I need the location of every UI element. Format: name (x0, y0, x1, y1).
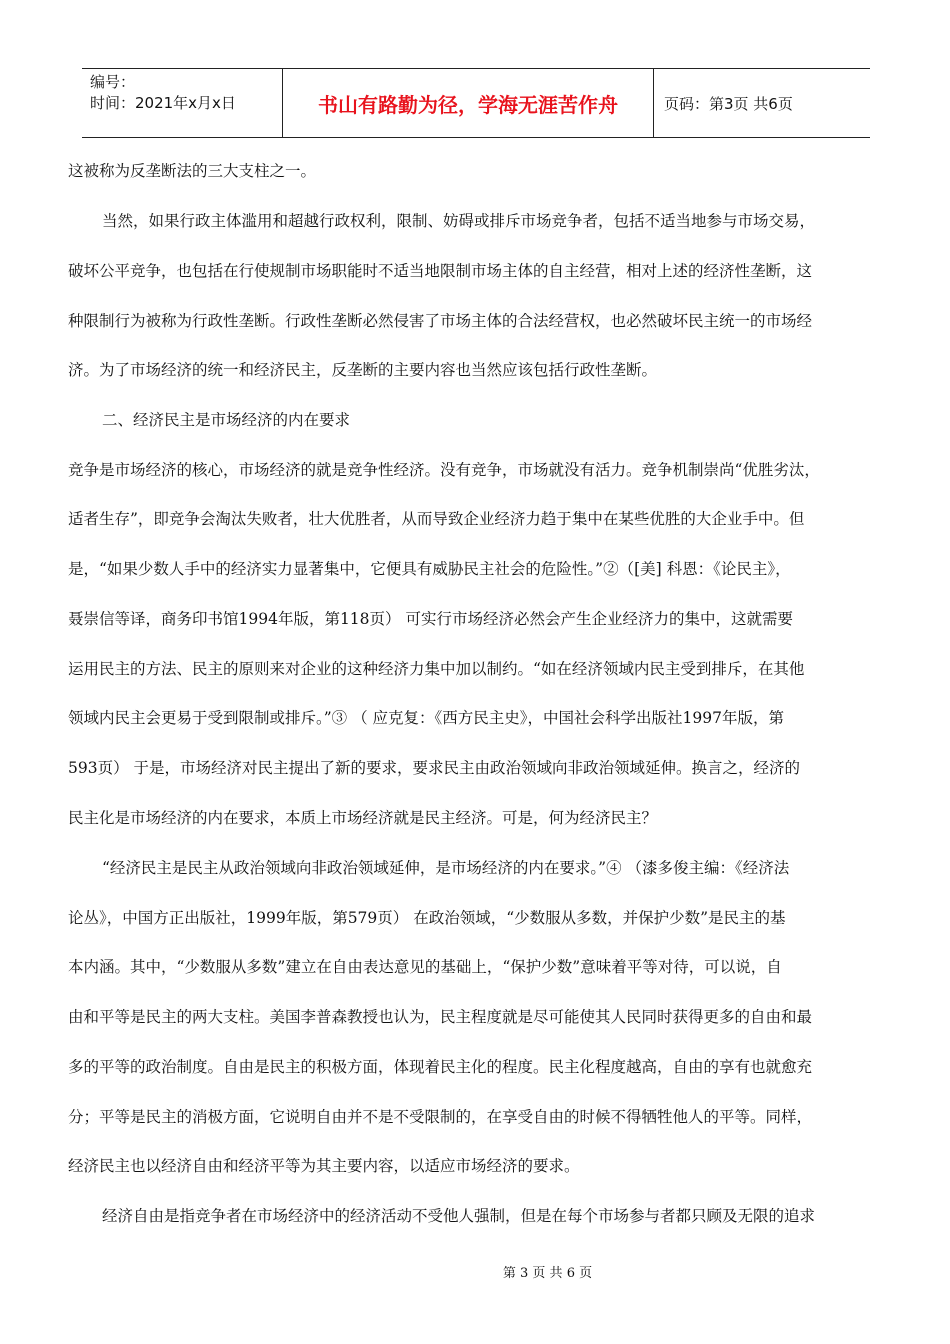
text-line: 多的平等的政治制度。自由是民主的积极方面，体现着民主化的程度。民主化程度越高，自由的享有也就愈充 (68, 1058, 813, 1076)
document-header (82, 68, 870, 138)
text-line: 济。为了市场经济的统一和经济民主，反垄断的主要内容也当然应该包括行政性垄断。 (68, 361, 658, 379)
text-line: 是，“如果少数人手中的经济实力显著集中，它便具有威胁民主社会的危险性。”②（[美] 科恩：《论民主》， (68, 560, 791, 578)
text-line: “经济民主是民主从政治领域向非政治领域延伸，是市场经济的内在要求。”④ （漆多俊主编：《经济法 (102, 859, 790, 877)
text-line: 种限制行为被称为行政性垄断。行政性垄断必然侵害了市场主体的合法经营权，也必然破坏民主统一的市场经 (68, 312, 813, 330)
date-label: 时间：2021年x月x日 (90, 94, 236, 112)
header-meta-cell (82, 69, 282, 137)
motto-cell (282, 69, 654, 137)
text-line: 这被称为反垄断法的三大支柱之一。 (68, 162, 317, 180)
motto-text: 书山有路勤为径，学海无涯苦作舟 (318, 92, 618, 117)
text-line: 经济自由是指竞争者在市场经济中的经济活动不受他人强制，但是在每个市场参与者都只顾及无限的追求 (102, 1207, 816, 1225)
page-footer: 第 3 页 共 6 页 (502, 1266, 593, 1281)
text-line: 由和平等是民主的两大支柱。美国李普森教授也认为，民主程度就是尽可能使其人民同时获得更多的自由和最 (68, 1008, 813, 1026)
text-line: 本内涵。其中，“少数服从多数”建立在自由表达意见的基础上，“保护少数”意味着平等对待，可以说，自 (68, 958, 782, 976)
text-line: 竞争是市场经济的核心，市场经济的就是竞争性经济。没有竞争，市场就没有活力。竞争机制崇尚“优胜劣汰， (68, 461, 820, 479)
text-line: 破坏公平竞争，也包括在行使规制市场职能时不适当地限制市场主体的自主经营，相对上述的经济性垄断，这 (68, 262, 813, 280)
text-line: 当然，如果行政主体滥用和超越行政权利，限制、妨碍或排斥市场竞争者，包括不适当地参与市场交易， (102, 212, 816, 230)
number-label: 编号： (90, 73, 136, 91)
text-line: 运用民主的方法、民主的原则来对企业的这种经济力集中加以制约。“如在经济领域内民主受到排斥，在其他 (68, 660, 805, 678)
text-line: 经济民主也以经济自由和经济平等为其主要内容，以适应市场经济的要求。 (68, 1157, 580, 1175)
page-info-text: 页码：第3页 共6页 (664, 94, 793, 113)
page-info-cell (654, 69, 870, 137)
section-heading: 二、经济民主是市场经济的内在要求 (102, 411, 351, 429)
text-line: 聂崇信等译，商务印书馆1994年版，第118页） 可实行市场经济必然会产生企业经济力的集中，这就需要 (68, 610, 793, 628)
text-line: 领域内民主会更易于受到限制或排斥。”③ （ 应克复：《西方民主史》，中国社会科学出版社1997年版，第 (68, 709, 784, 727)
text-line: 593页） 于是，市场经济对民主提出了新的要求，要求民主由政治领域向非政治领域延伸。换言之，经济的 (68, 759, 801, 777)
text-line: 适者生存”，即竞争会淘汰失败者，壮大优胜者，从而导致企业经济力趋于集中在某些优胜的大企业手中。但 (68, 510, 805, 528)
text-line: 分；平等是民主的消极方面，它说明自由并不是不受限制的，在享受自由的时候不得牺牲他人的平等。同样， (68, 1108, 813, 1126)
text-line: 论丛》，中国方正出版社，1999年版，第579页） 在政治领域，“少数服从多数，并保护少数”是民主的基 (68, 909, 786, 927)
text-line: 民主化是市场经济的内在要求，本质上市场经济就是民主经济。可是，何为经济民主？ (68, 809, 658, 827)
